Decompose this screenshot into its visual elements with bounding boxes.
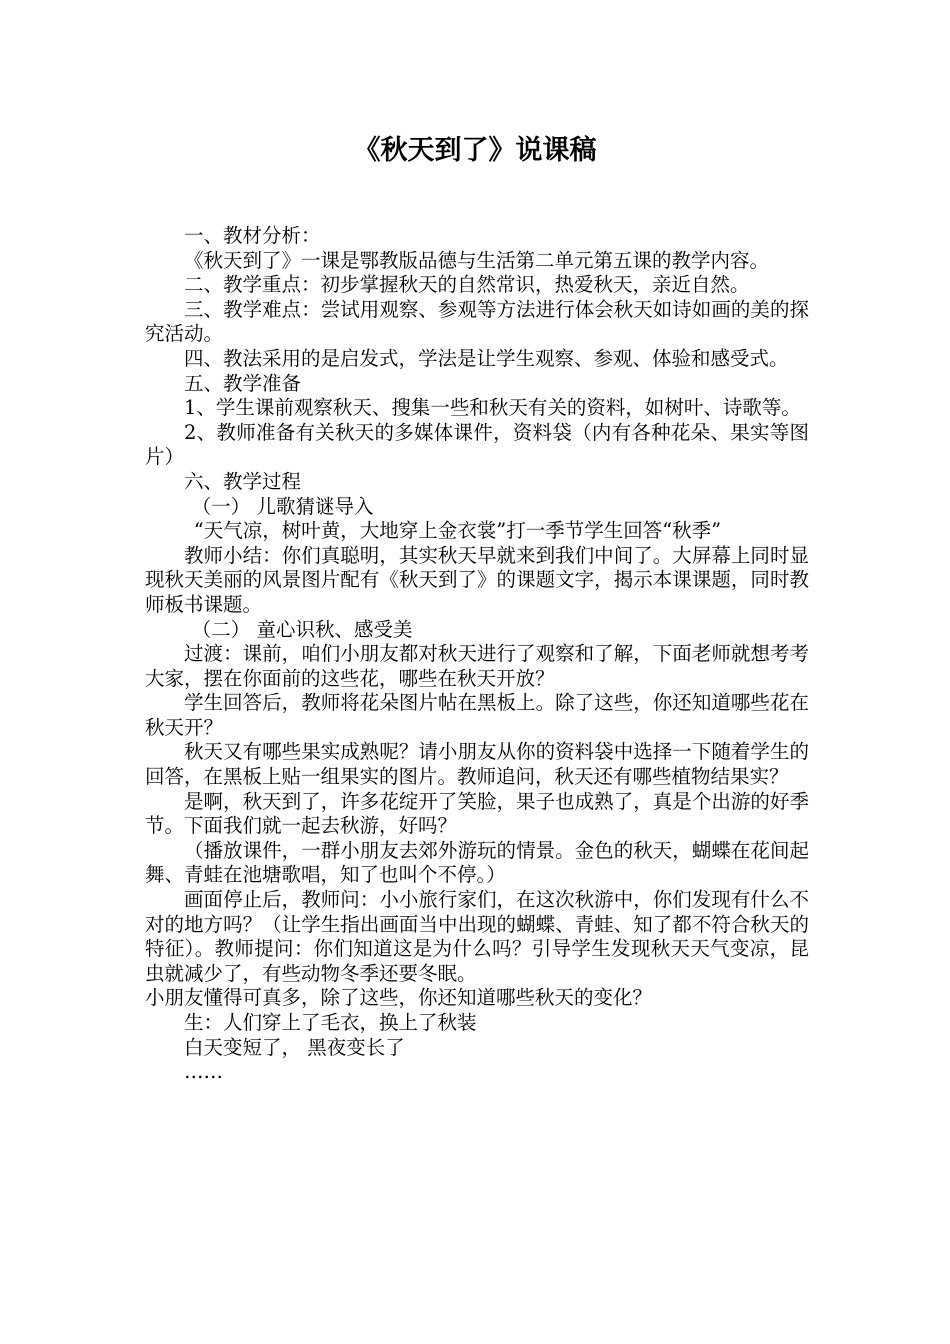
document-body xyxy=(145,224,809,1085)
paragraph-answer-clothes: 生：人们穿上了毛衣，换上了秋装 xyxy=(184,1011,477,1034)
paragraph-preparation-heading: 五、教学准备 xyxy=(184,371,302,395)
paragraph-flowers: 学生回答后，教师将花朵图片帖在黑板上。除了这些，你还知道哪些花在秋天开？ xyxy=(145,691,809,739)
paragraph-answer-days: 白天变短了， 黑夜变长了 xyxy=(184,1035,405,1059)
paragraph-outing: 是啊，秋天到了，许多花绽开了笑脸，果子也成熟了，真是个出游的好季节。下面我们就一起去秋游，好吗？ xyxy=(145,789,809,838)
paragraph-material-analysis: 一、教材分析： xyxy=(184,224,321,247)
paragraph-fruits: 秋天又有哪些果实成熟呢？请小朋友从你的资料袋中选择一下随着学生的回答，在黑板上贴一组果实的图片。教师追问，秋天还有哪些植物结果实？ xyxy=(145,740,809,789)
paragraph-methods: 四、教法采用的是启发式，学法是让学生观察、参观、体验和感受式。 xyxy=(184,346,789,370)
paragraph-difficulties: 三、教学难点：尝试用观察、参观等方法进行体会秋天如诗如画的美的探究活动。 xyxy=(145,297,809,346)
paragraph-preparation-1: 1、学生课前观察秋天、搜集一些和秋天有关的资料，如树叶、诗歌等。 xyxy=(184,396,801,420)
paragraph-courseware: （播放课件，一群小朋友去郊外游玩的情景。金色的秋天，蝴蝶在花间起舞、青蛙在池塘歌唱，知了也叫个不停。） xyxy=(145,838,809,887)
document-title: 《秋天到了》说课稿 xyxy=(353,135,597,166)
paragraph-changes-question: 小朋友懂得可真多，除了这些，你还知道哪些秋天的变化？ xyxy=(145,986,653,1010)
paragraph-preparation-2: 2、教师准备有关秋天的多媒体课件，资料袋（内有各种花朵、果实等图片） xyxy=(145,420,809,469)
paragraph-transition: 过渡：课前，咱们小朋友都对秋天进行了观察和了解，下面老师就想考考大家，摆在你面前的这些花，哪些在秋天开放？ xyxy=(145,642,809,690)
paragraph-process-heading: 六、教学过程 xyxy=(184,469,302,493)
paragraph-section-1-heading: （一） 儿歌猜谜导入 xyxy=(191,494,374,518)
paragraph-teacher-summary: 教师小结：你们真聪明，其实秋天早就来到我们中间了。大屏幕上同时显现秋天美丽的风景图片配有《秋天到了》的课题文字，揭示本课课题，同时教师板书课题。 xyxy=(145,543,809,616)
paragraph-discussion: 画面停止后，教师问：小小旅行家们，在这次秋游中，你们发现有什么不对的地方吗？（让学生指出画面当中出现的蝴蝶、青蛙、知了都不符合秋天的特征）。教师提问：你们知道这是为什么吗？引导学生发现秋天天气变凉，昆虫就减少了，有些动物冬季还要冬眠。 xyxy=(145,888,809,985)
paragraph-lesson-intro: 《秋天到了》一课是鄂教版品德与生活第二单元第五课的教学内容。 xyxy=(184,248,770,272)
paragraph-ellipsis: …… xyxy=(184,1060,223,1084)
paragraph-key-points: 二、教学重点：初步掌握秋天的自然常识，热爱秋天，亲近自然。 xyxy=(184,273,750,297)
paragraph-section-2-heading: （二） 童心识秋、感受美 xyxy=(191,617,413,641)
paragraph-riddle: “天气凉，树叶黄，大地穿上金衣裳”打一季节学生回答“秋季” xyxy=(193,519,722,543)
